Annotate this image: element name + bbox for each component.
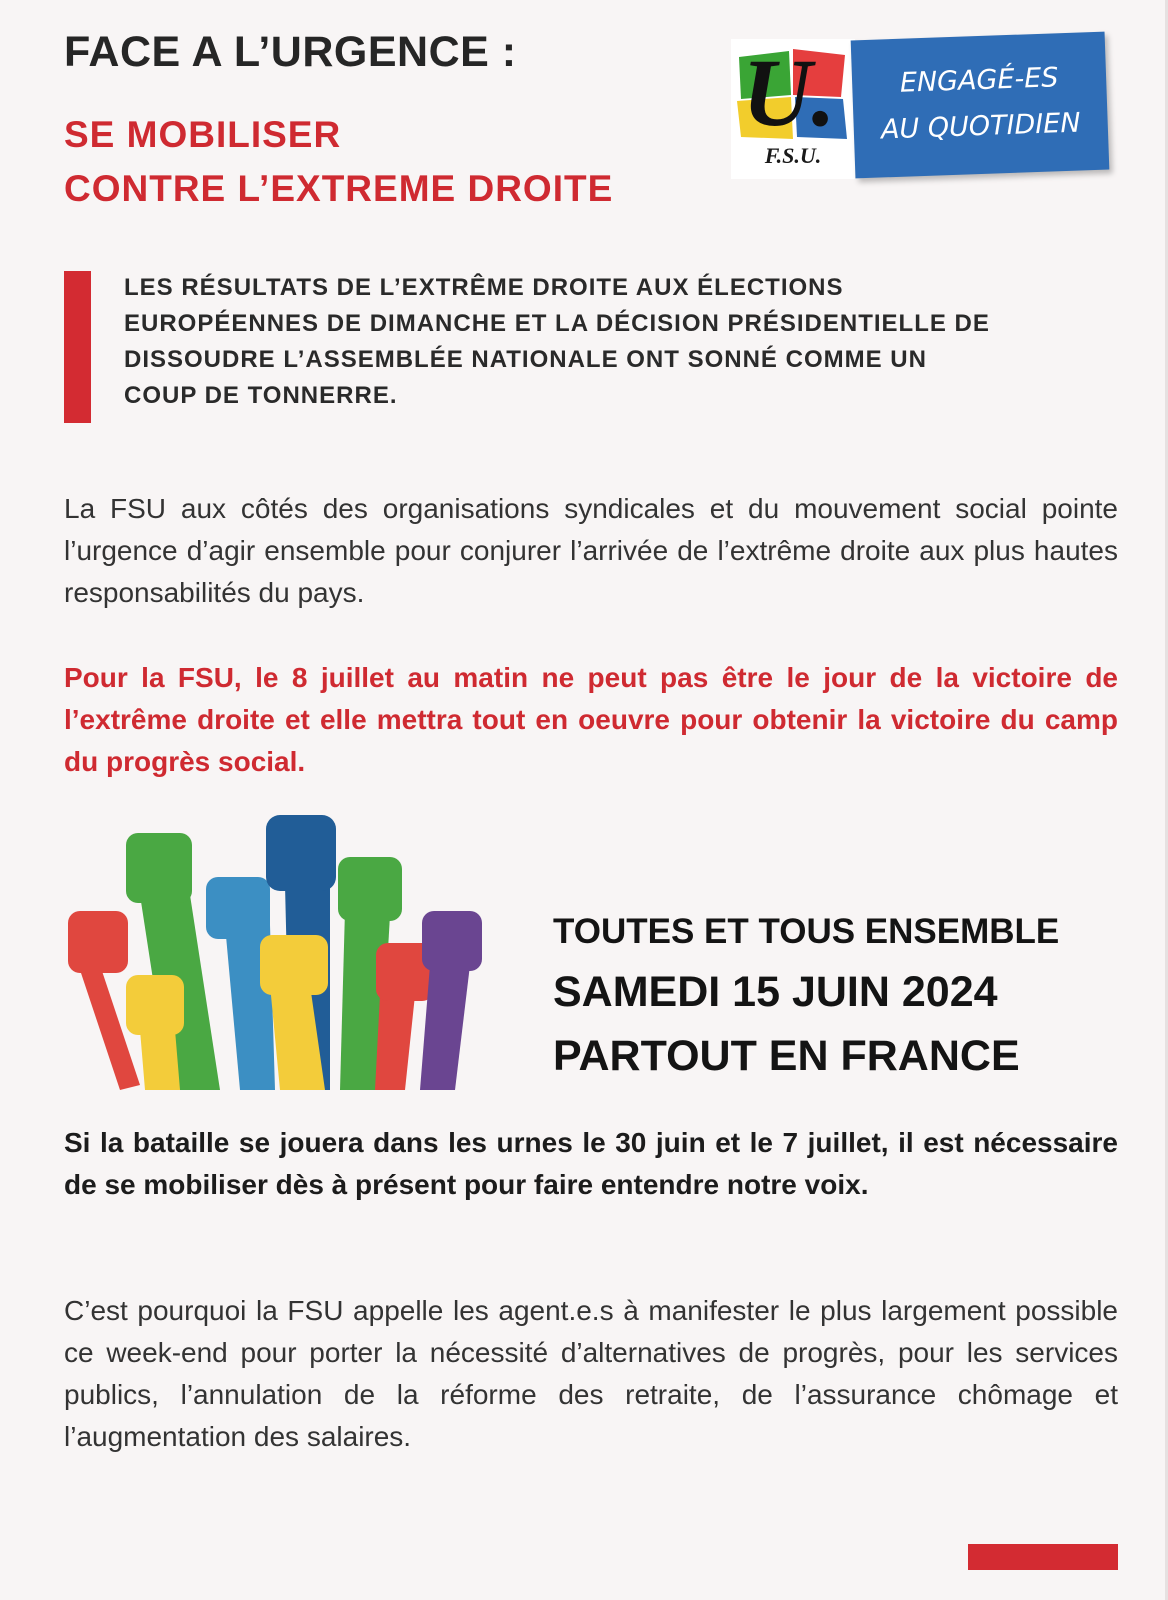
logo-caption: F.S.U. xyxy=(764,143,822,168)
lead-line: COUP DE TONNERRE. xyxy=(124,382,398,409)
page-title: FACE A L’URGENCE : xyxy=(64,28,517,76)
fsu-logo-mark xyxy=(731,39,855,143)
event-location: PARTOUT EN FRANCE xyxy=(553,1032,1020,1080)
paragraph-demands: C’est pourquoi la FSU appelle les agent.e.s à manifester le plus largement possible ce week-end pour porter la nécessité d’alternatives de progrès, pour les services publics, l’annulation de la réforme des retraite, de l’assurance chômage et l’augmentation des salaires. xyxy=(64,1295,1118,1452)
event-date: SAMEDI 15 JUIN 2024 xyxy=(553,968,998,1016)
banner-line: AU QUOTIDIEN xyxy=(880,107,1081,146)
fsu-logo xyxy=(731,39,855,179)
banner-line: ENGAGÉ-ES xyxy=(899,62,1059,99)
paragraph-intro: La FSU aux côtés des organisations syndicales et du mouvement social pointe l’urgence d’agir ensemble pour conjurer l’arrivée de l’extrême droite aux plus hautes responsabilités du pays. xyxy=(64,493,1118,608)
subtitle-line: SE MOBILISER xyxy=(64,114,342,155)
event-call xyxy=(553,904,1059,1088)
event-slogan: TOUTES ET TOUS ENSEMBLE xyxy=(553,912,1060,951)
lead-line: EUROPÉENNES DE DIMANCHE ET LA DÉCISION PRÉSIDENTIELLE DE xyxy=(124,310,990,337)
paragraph-battle: Si la bataille se jouera dans les urnes le 30 juin et le 7 juillet, il est nécessaire de se mobiliser dès à présent pour faire entendre notre voix. xyxy=(64,1127,1118,1200)
raised-fists-illustration xyxy=(60,815,505,1090)
subtitle-line: CONTRE L’EXTREME DROITE xyxy=(64,168,614,209)
paragraph-highlight: Pour la FSU, le 8 juillet au matin ne peut pas être le jour de la victoire de l’extrême droite et elle mettra tout en oeuvre pour obtenir la victoire du camp du progrès social. xyxy=(64,662,1118,777)
page-subtitle xyxy=(64,108,613,216)
footer-accent-bar xyxy=(968,1544,1118,1570)
lead-line: LES RÉSULTATS DE L’EXTRÊME DROITE AUX ÉLECTIONS xyxy=(124,274,844,301)
engagees-banner xyxy=(851,32,1110,179)
lead-line: DISSOUDRE L’ASSEMBLÉE NATIONALE ONT SONNÉ COMME UN xyxy=(124,346,927,373)
logo-letter: U. xyxy=(742,39,836,143)
fist-icon xyxy=(420,911,482,1090)
lead-statement xyxy=(124,270,1124,414)
quote-bar xyxy=(64,271,91,423)
